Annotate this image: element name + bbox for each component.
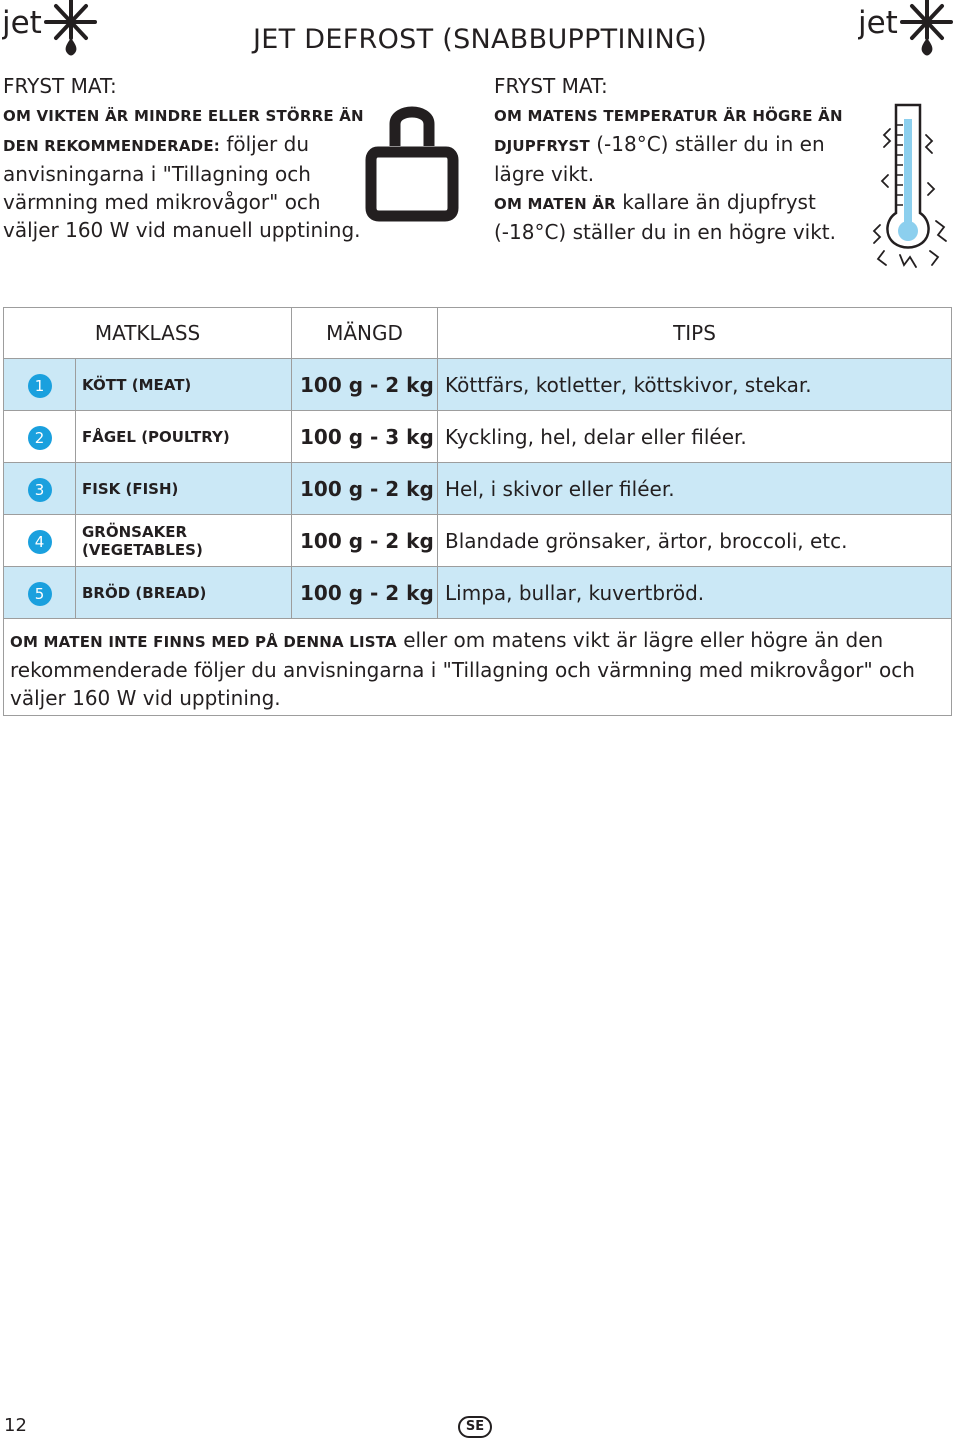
intro-left-text: följer du anvisningarna i "Tillagning och värmning med mikrovågor" och väljer 160 W vid manuell upptining. [3,132,361,242]
intro-left-lead: OM VIKTEN ÄR MINDRE ELLER STÖRRE ÄN DEN REKOMMENDERADE: [3,107,364,155]
food-tips: Limpa, bullar, kuvertbröd. [438,567,952,619]
table-row [4,567,952,619]
page-number: 12 [4,1415,27,1436]
logo-text: jet [2,5,42,41]
food-tips: Kyckling, hel, delar eller filéer. [438,411,952,463]
header-tips: TIPS [438,308,952,359]
defrost-table [3,307,952,716]
logo-text: jet [858,5,898,41]
row-number-badge: 1 [28,374,52,398]
intro-right [494,72,869,246]
food-amount: 100 g - 2 kg [292,515,438,567]
food-amount: 100 g - 3 kg [292,411,438,463]
header-mangd: MÄNGD [292,308,438,359]
food-amount: 100 g - 2 kg [292,567,438,619]
table-row [4,515,952,567]
intro-right-heading: FRYST MAT: [494,74,608,98]
food-tips: Hel, i skivor eller filéer. [438,463,952,515]
table-row [4,411,952,463]
table-row [4,359,952,411]
weight-icon [365,100,459,226]
food-amount: 100 g - 2 kg [292,359,438,411]
row-number-badge: 2 [28,426,52,450]
thermometer-icon [870,95,954,275]
table-header-row [4,308,952,359]
row-number-badge: 5 [28,582,52,606]
food-tips: Köttfärs, kotletter, köttskivor, stekar. [438,359,952,411]
intro-right-text-1: (-18°C) ställer du in en lägre vikt. [494,132,825,186]
row-number-badge: 3 [28,478,52,502]
row-number-badge: 4 [28,530,52,554]
intro-right-lead-1: OM MATENS TEMPERATUR ÄR HÖGRE ÄN DJUPFRYST [494,107,843,155]
food-class: KÖTT (MEAT) [76,359,292,411]
note-text: eller om matens vikt är lägre eller högre än den rekommenderade följer du anvisningarna i "Tillagning och värmning med mikrovågor" och väljer 160 W vid upptining. [10,628,915,710]
intro-left-heading: FRYST MAT: [3,74,117,98]
table-row [4,463,952,515]
table-note-row [4,619,952,716]
food-class: FÅGEL (POULTRY) [76,411,292,463]
table-note [4,619,952,716]
page-title: JET DEFROST (SNABBUPPTINING) [252,24,708,56]
language-badge: SE [458,1416,492,1438]
note-lead: OM MATEN INTE FINNS MED PÅ DENNA LISTA [10,633,397,651]
intro-left [3,72,368,244]
food-amount: 100 g - 2 kg [292,463,438,515]
food-tips: Blandade grönsaker, ärtor, broccoli, etc. [438,515,952,567]
intro-right-text-2: kallare än djupfryst (-18°C) ställer du in en högre vikt. [494,190,836,244]
food-class: BRÖD (BREAD) [76,567,292,619]
food-class: FISK (FISH) [76,463,292,515]
intro-right-lead-2: OM MATEN ÄR [494,195,616,213]
food-class: GRÖNSAKER (VEGETABLES) [76,515,292,567]
header-matklass: MATKLASS [4,308,292,359]
